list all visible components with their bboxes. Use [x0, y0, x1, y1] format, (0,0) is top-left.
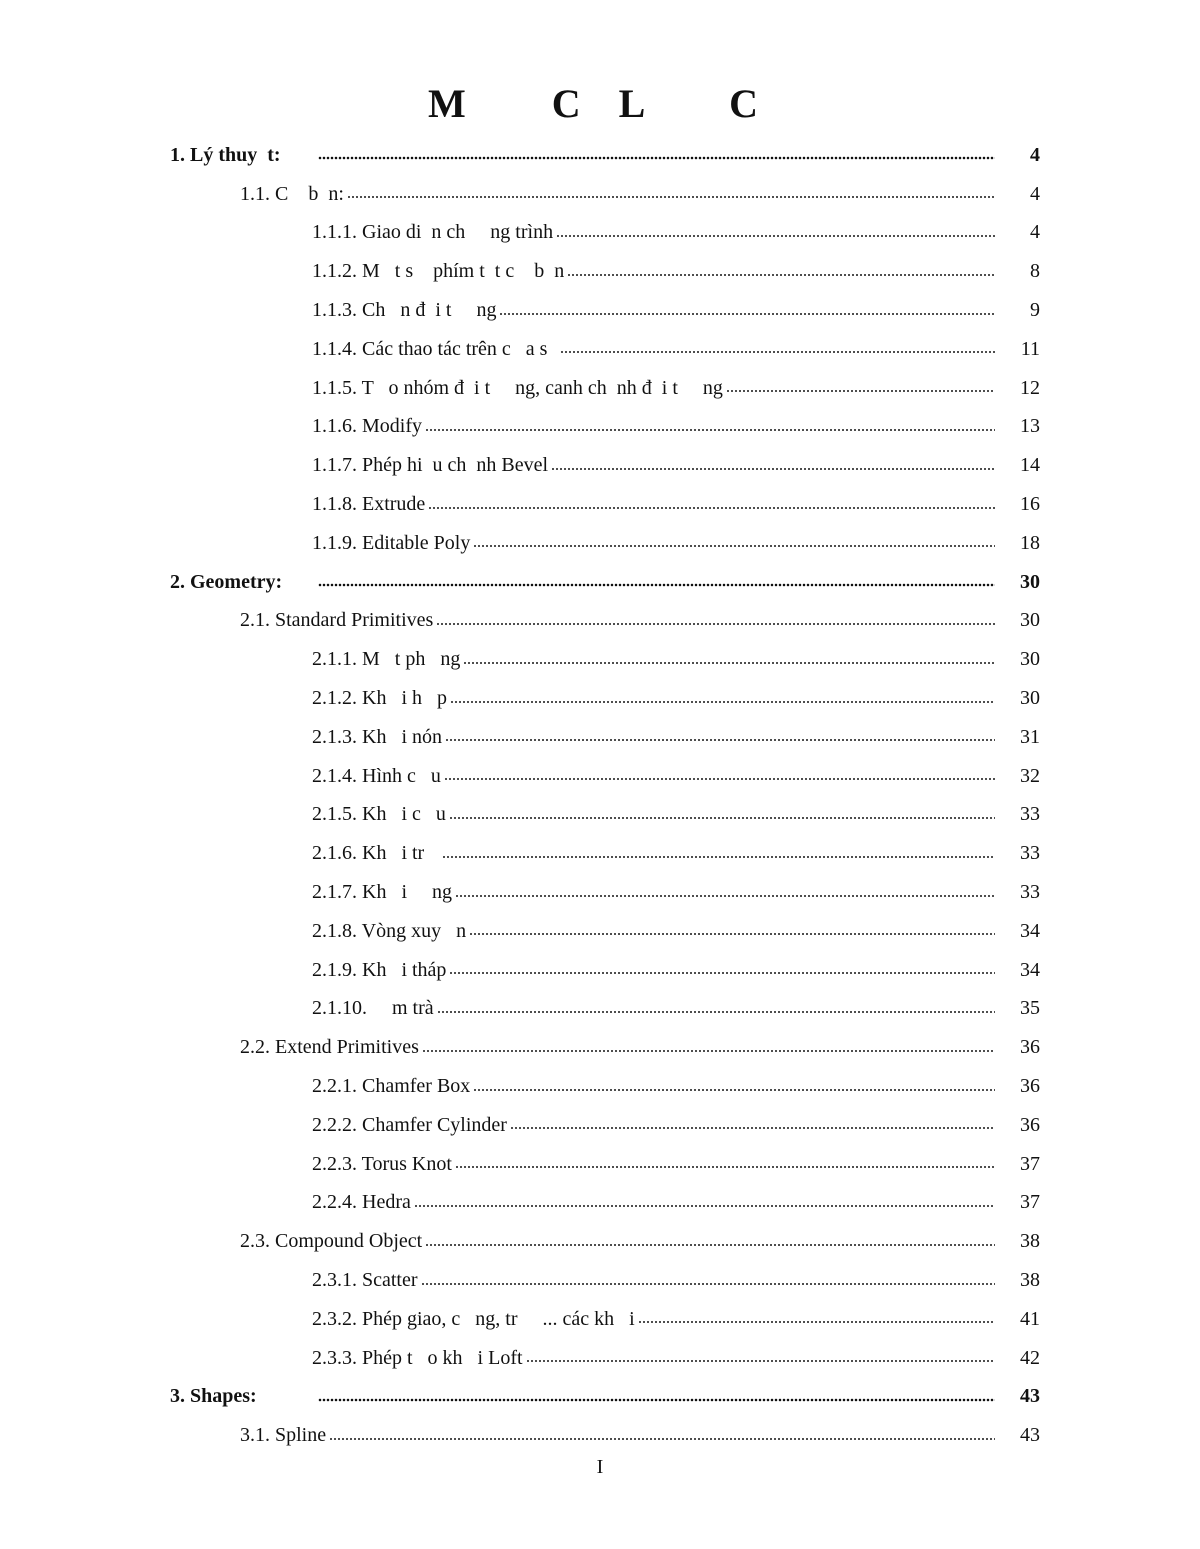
- toc-dot-leader: [551, 459, 995, 479]
- toc-dot-leader: [455, 1157, 995, 1177]
- toc-dot-leader: [425, 420, 995, 440]
- toc-entry[interactable]: [0, 834, 1200, 873]
- toc-entry-page-number: 43: [1020, 1385, 1040, 1408]
- toc-entry[interactable]: [0, 1261, 1200, 1300]
- toc-entry-page-number: 38: [1020, 1269, 1040, 1291]
- toc-entry-page-number: 11: [1020, 337, 1040, 360]
- toc-dot-leader: [726, 381, 995, 401]
- toc-entry[interactable]: [0, 679, 1200, 718]
- toc-entry-page-number: 30: [1020, 609, 1040, 632]
- toc-entry-title: 2.1.6. Kh i tr: [312, 842, 440, 865]
- toc-entry-page-number: 18: [1020, 531, 1040, 554]
- toc-entry[interactable]: [0, 951, 1200, 990]
- toc-entry[interactable]: [0, 640, 1200, 679]
- toc-dot-leader: [473, 536, 995, 556]
- toc-entry-title: 2.2.2. Chamfer Cylinder: [312, 1113, 507, 1136]
- toc-entry-title: 2.2. Extend Primitives: [240, 1036, 419, 1059]
- toc-dot-leader: [318, 1390, 995, 1410]
- toc-entry[interactable]: [0, 1028, 1200, 1067]
- toc-entry-title: 2.2.1. Chamfer Box: [312, 1075, 471, 1098]
- toc-entry-title: 1.1. C b n:: [240, 182, 344, 205]
- toc-entry-page-number: 36: [1020, 1036, 1040, 1059]
- toc-entry-page-number: 36: [1020, 1075, 1040, 1098]
- toc-entry[interactable]: [0, 563, 1200, 602]
- toc-dot-leader: [450, 692, 995, 712]
- toc-entry[interactable]: [0, 718, 1200, 757]
- toc-entry-title: 2.1.1. M t ph ng: [312, 648, 461, 671]
- toc-entry-title: 1.1.8. Extrude: [312, 493, 426, 516]
- toc-entry-title: 2.3.1. Scatter: [312, 1269, 418, 1291]
- toc-entry[interactable]: [0, 796, 1200, 835]
- toc-entry-page-number: 34: [1020, 919, 1040, 942]
- toc-dot-leader: [318, 148, 995, 168]
- toc-entry-page-number: 12: [1020, 376, 1040, 399]
- toc-entry-page-number: 43: [1020, 1424, 1040, 1447]
- toc-entry-title: 1.1.6. Modify: [312, 415, 422, 438]
- toc-entry-title: 2. Geometry:: [170, 570, 283, 593]
- toc-entry[interactable]: [0, 1145, 1200, 1184]
- toc-entry[interactable]: [0, 446, 1200, 485]
- toc-entry-title: 2.2.4. Hedra: [312, 1191, 411, 1214]
- toc-entry-title: 2.1.10. m trà: [312, 997, 434, 1020]
- toc-dot-leader: [556, 226, 995, 246]
- toc-entry-page-number: 32: [1020, 764, 1040, 787]
- toc-dot-leader: [425, 1235, 995, 1255]
- toc-entry[interactable]: [0, 330, 1200, 369]
- toc-entry-page-number: 30: [1020, 687, 1040, 710]
- toc-entry-page-number: 14: [1020, 454, 1040, 477]
- toc-entry-title: 1.1.3. Ch n đ i t ng: [312, 299, 497, 322]
- toc-entry[interactable]: [0, 1416, 1200, 1455]
- toc-entry[interactable]: [0, 214, 1200, 253]
- toc-entry-title: 2.2.3. Torus Knot: [312, 1152, 452, 1175]
- toc-entry-title: 1.1.9. Editable Poly: [312, 531, 471, 554]
- toc-entry[interactable]: [0, 175, 1200, 214]
- toc-entry-page-number: 37: [1020, 1152, 1040, 1175]
- toc-entry-page-number: 35: [1020, 997, 1040, 1020]
- toc-entry-page-number: 36: [1020, 1113, 1040, 1136]
- toc-entry[interactable]: [0, 990, 1200, 1029]
- toc-dot-leader: [437, 1002, 995, 1022]
- toc-dot-leader: [560, 342, 995, 362]
- toc-entry[interactable]: [0, 1339, 1200, 1378]
- toc-entry-page-number: 30: [1020, 648, 1040, 671]
- toc-dot-leader: [510, 1118, 995, 1138]
- toc-entry-page-number: 33: [1020, 803, 1040, 826]
- toc-entry-title: 2.1.4. Hình c u: [312, 764, 441, 787]
- toc-dot-leader: [449, 808, 995, 828]
- toc-entry-title: 2.1.9. Kh i tháp: [312, 958, 447, 981]
- toc-entry-page-number: 30: [1020, 570, 1040, 593]
- toc-entry[interactable]: [0, 1106, 1200, 1145]
- toc-dot-leader: [526, 1351, 995, 1371]
- toc-entry-title: 2.3. Compound Object: [240, 1230, 423, 1253]
- toc-entry-page-number: 38: [1020, 1230, 1040, 1253]
- toc-dot-leader: [463, 653, 995, 673]
- toc-dot-leader: [329, 1429, 995, 1449]
- toc-entry-title: 2.1.7. Kh i ng: [312, 881, 452, 904]
- toc-entry[interactable]: [0, 291, 1200, 330]
- page-number: I: [596, 1456, 604, 1478]
- toc-entry[interactable]: [0, 912, 1200, 951]
- toc-dot-leader: [455, 886, 995, 906]
- toc-entry-title: 1.1.4. Các thao tác trên c a s: [312, 337, 558, 360]
- toc-dot-leader: [638, 1312, 995, 1332]
- toc-dot-leader: [499, 304, 995, 324]
- toc-dot-leader: [414, 1196, 995, 1216]
- toc-entry[interactable]: [0, 1184, 1200, 1223]
- toc-dot-leader: [445, 730, 995, 750]
- toc-entry-title: 2.1.2. Kh i h p: [312, 687, 447, 710]
- toc-entry-title: 1.1.7. Phép hi u ch nh Bevel: [312, 454, 549, 477]
- toc-entry[interactable]: [0, 524, 1200, 563]
- table-of-contents: [0, 136, 1200, 1455]
- toc-entry[interactable]: [0, 757, 1200, 796]
- toc-entry-title: 2.1. Standard Primitives: [240, 609, 434, 632]
- toc-dot-leader: [422, 1041, 995, 1061]
- toc-dot-leader: [469, 924, 995, 944]
- toc-entry[interactable]: [0, 252, 1200, 291]
- toc-dot-leader: [428, 498, 995, 518]
- toc-dot-leader: [318, 575, 995, 595]
- toc-entry-title: 1.1.2. M t s phím t t c b n: [312, 260, 565, 283]
- toc-dot-leader: [421, 1274, 995, 1294]
- toc-entry[interactable]: [0, 408, 1200, 447]
- toc-dot-leader: [442, 847, 995, 867]
- toc-entry-page-number: 33: [1020, 842, 1040, 865]
- toc-entry-title: 3. Shapes:: [170, 1385, 257, 1408]
- toc-entry[interactable]: [0, 602, 1200, 641]
- toc-entry-page-number: 34: [1020, 958, 1040, 981]
- toc-entry-title: 2.1.8. Vòng xuy n: [312, 919, 467, 942]
- toc-dot-leader: [567, 265, 995, 285]
- toc-entry[interactable]: [0, 485, 1200, 524]
- toc-entry-title: 1. Lý thuy t:: [170, 143, 281, 166]
- toc-entry-page-number: 8: [1030, 260, 1040, 283]
- toc-dot-leader: [436, 614, 995, 634]
- toc-entry[interactable]: [0, 1378, 1200, 1417]
- toc-entry[interactable]: [0, 136, 1200, 175]
- toc-dot-leader: [449, 963, 995, 983]
- toc-entry-page-number: 41: [1020, 1307, 1040, 1330]
- toc-entry-title: 2.3.3. Phép t o kh i Loft: [312, 1346, 523, 1369]
- toc-entry[interactable]: [0, 1067, 1200, 1106]
- toc-entry-title: 2.1.3. Kh i nón: [312, 725, 442, 748]
- toc-entry-page-number: 13: [1020, 415, 1040, 438]
- toc-entry-page-number: 4: [1030, 221, 1040, 244]
- toc-entry-title: 1.1.1. Giao di n ch ng trình: [312, 221, 554, 244]
- toc-dot-leader: [473, 1080, 995, 1100]
- toc-entry-title: 2.3.2. Phép giao, c ng, tr ... các kh i: [312, 1307, 635, 1330]
- toc-entry-page-number: 16: [1020, 493, 1040, 516]
- toc-entry[interactable]: [0, 1222, 1200, 1261]
- toc-dot-leader: [444, 769, 995, 789]
- toc-entry-page-number: 42: [1020, 1346, 1040, 1369]
- toc-entry-title: 2.1.5. Kh i c u: [312, 803, 446, 826]
- toc-entry-page-number: 9: [1030, 299, 1040, 322]
- toc-entry[interactable]: [0, 369, 1200, 408]
- toc-dot-leader: [347, 187, 995, 207]
- toc-entry-title: 3.1. Spline: [240, 1424, 327, 1447]
- toc-entry-title: 1.1.5. T o nhóm đ i t ng, canh ch nh đ i t ng: [312, 376, 723, 399]
- toc-entry-page-number: 37: [1020, 1191, 1040, 1214]
- toc-entry[interactable]: [0, 1300, 1200, 1339]
- toc-entry-page-number: 33: [1020, 881, 1040, 904]
- toc-entry-page-number: 31: [1020, 725, 1040, 748]
- page-title: M C L C: [428, 81, 772, 126]
- toc-entry-page-number: 4: [1030, 143, 1040, 166]
- toc-entry-page-number: 4: [1030, 182, 1040, 205]
- toc-entry[interactable]: [0, 873, 1200, 912]
